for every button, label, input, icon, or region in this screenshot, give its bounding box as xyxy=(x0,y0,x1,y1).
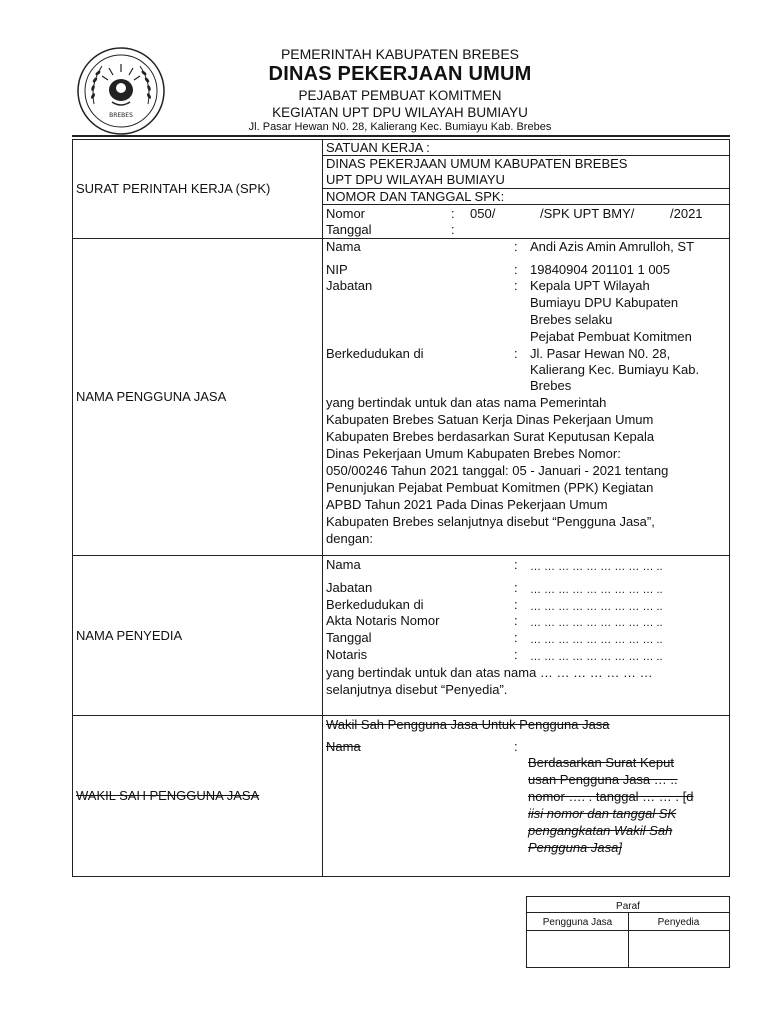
penyedia-paragraph-line: selanjutnya disebut “Penyedia”. xyxy=(326,682,508,697)
tanggal-colon: : xyxy=(451,222,455,237)
wakil-nama-label: Nama xyxy=(326,739,361,754)
penyedia-field-value: … … … … … … … … … .. xyxy=(530,617,663,629)
penyedia-field-value: … … … … … … … … … .. xyxy=(530,651,663,663)
paraf-box xyxy=(526,896,730,968)
wakil-line: pengangkatan Wakil Sah xyxy=(528,823,673,838)
pengguna-kedudukan-line: Kalierang Kec. Bumiayu Kab. xyxy=(530,362,700,377)
paragraph-line: Kabupaten Brebes Satuan Kerja Dinas Pekerjaan Umum xyxy=(326,412,654,427)
pengguna-kedudukan-label: Berkedudukan di xyxy=(326,346,424,361)
penyedia-field-value: … … … … … … … … … .. xyxy=(530,561,663,573)
nomor-colon: : xyxy=(451,206,455,221)
penyedia-field-label: Notaris xyxy=(326,647,368,662)
paraf-pengguna-jasa: Pengguna Jasa xyxy=(542,917,613,928)
penyedia-field-label: Berkedudukan di xyxy=(326,597,424,612)
wakil-line: iisi nomor dan tanggal SK xyxy=(528,806,677,821)
penyedia-field-label: Nama xyxy=(326,557,361,572)
pengguna-nip-label: NIP xyxy=(326,262,348,277)
pengguna-nama-label: Nama xyxy=(326,239,361,254)
pengguna-jabatan-label: Jabatan xyxy=(326,278,373,293)
activity-name: KEGIATAN UPT DPU WILAYAH BUMIAYU xyxy=(272,105,528,120)
wakil-line: nomor …. . tanggal … … . [d xyxy=(528,789,694,804)
colon: : xyxy=(514,613,518,628)
pengguna-paragraph xyxy=(326,394,726,547)
wakil-line: Berdasarkan Surat Keput xyxy=(528,755,674,770)
penyedia-field-label: Akta Notaris Nomor xyxy=(326,613,440,628)
unit-name: PEJABAT PEMBUAT KOMITMEN xyxy=(298,88,502,103)
penyedia-field-value: … … … … … … … … … .. xyxy=(530,634,663,646)
nomor-label: Nomor xyxy=(326,206,366,221)
colon: : xyxy=(514,630,518,645)
spk-row-label: SURAT PERINTAH KERJA (SPK) xyxy=(76,181,271,196)
government-name: PEMERINTAH KABUPATEN BREBES xyxy=(280,46,520,62)
paragraph-line: Kabupaten Brebes berdasarkan Surat Keputusan Kepala xyxy=(326,429,655,444)
brebes-logo xyxy=(74,44,168,138)
paragraph-line: APBD Tahun 2021 Pada Dinas Pekerjaan Umum xyxy=(326,497,608,512)
pengguna-jabatan-line: Pejabat Pembuat Komitmen xyxy=(530,329,692,344)
pengguna-kedudukan-line: Brebes xyxy=(530,378,572,393)
paraf-penyedia-field[interactable] xyxy=(632,933,725,965)
nomor-value-prefix: 050/ xyxy=(470,206,496,221)
colon: : xyxy=(514,739,518,754)
paragraph-line: 050/00246 Tahun 2021 tanggal: 05 - Januari - 2021 tentang xyxy=(326,463,669,478)
penyedia-field-value: … … … … … … … … … .. xyxy=(530,601,663,613)
pengguna-nip-value: 19840904 201101 1 005 xyxy=(530,262,671,277)
pengguna-nama-value: Andi Azis Amin Amrulloh, ST xyxy=(530,239,695,254)
colon: : xyxy=(514,346,518,361)
colon: : xyxy=(514,580,518,595)
wakil-line: usan Pengguna Jasa … .. xyxy=(528,772,678,787)
paragraph-line: Penunjukan Pejabat Pembuat Komitmen (PPK) Kegiatan xyxy=(326,480,654,495)
paraf-pengguna-jasa-field[interactable] xyxy=(531,933,624,965)
colon: : xyxy=(514,262,518,277)
pengguna-row-label: NAMA PENGGUNA JASA xyxy=(76,389,227,404)
row-divider xyxy=(72,555,730,556)
colon: : xyxy=(514,647,518,662)
paraf-title: Paraf xyxy=(616,901,640,912)
nomor-value-middle: /SPK UPT BMY/ xyxy=(540,206,635,221)
penyedia-field-value: … … … … … … … … … .. xyxy=(530,584,663,596)
satuan-kerja-line1: DINAS PEKERJAAN UMUM KABUPATEN BREBES xyxy=(326,156,628,171)
nomor-value-year: /2021 xyxy=(670,206,703,221)
department-name: DINAS PEKERJAAN UMUM xyxy=(268,63,532,85)
wakil-title: Wakil Sah Pengguna Jasa Untuk Pengguna Jasa xyxy=(326,717,610,732)
wakil-row-label: WAKIL SAH PENGGUNA JASA xyxy=(76,788,260,803)
table-column-divider xyxy=(322,139,323,877)
satuan-kerja-label: SATUAN KERJA : xyxy=(326,140,430,155)
pengguna-jabatan-line: Kepala UPT Wilayah xyxy=(530,278,650,293)
colon: : xyxy=(514,597,518,612)
paragraph-line: Dinas Pekerjaan Umum Kabupaten Brebes Nomor: xyxy=(326,446,621,461)
pengguna-jabatan-line: Bumiayu DPU Kabupaten xyxy=(530,295,679,310)
wakil-line: Pengguna Jasa] xyxy=(528,840,622,855)
office-address: Jl. Pasar Hewan N0. 28, Kalierang Kec. Bumiayu Kab. Brebes xyxy=(248,121,552,133)
header-rule xyxy=(72,135,730,137)
colon: : xyxy=(514,239,518,254)
colon: : xyxy=(514,278,518,293)
penyedia-row-label: NAMA PENYEDIA xyxy=(76,628,183,643)
penyedia-field-label: Tanggal xyxy=(326,630,372,645)
satuan-kerja-line2: UPT DPU WILAYAH BUMIAYU xyxy=(326,172,505,187)
colon: : xyxy=(514,557,518,572)
svg-text:BREBES: BREBES xyxy=(109,112,133,119)
tanggal-label: Tanggal xyxy=(326,222,372,237)
paragraph-line: yang bertindak untuk dan atas nama Pemerintah xyxy=(326,395,607,410)
paragraph-line: Kabupaten Brebes selanjutnya disebut “Pengguna Jasa”, xyxy=(326,514,655,529)
row-divider xyxy=(72,715,730,716)
penyedia-paragraph-line: yang bertindak untuk dan atas nama … … … … … … … xyxy=(326,665,653,680)
paragraph-line: dengan: xyxy=(326,531,373,546)
paraf-penyedia: Penyedia xyxy=(657,917,700,928)
penyedia-field-label: Jabatan xyxy=(326,580,373,595)
nomor-tanggal-label: NOMOR DAN TANGGAL SPK: xyxy=(326,189,505,204)
pengguna-jabatan-line: Brebes selaku xyxy=(530,312,613,327)
pengguna-kedudukan-line: Jl. Pasar Hewan N0. 28, xyxy=(530,346,671,361)
